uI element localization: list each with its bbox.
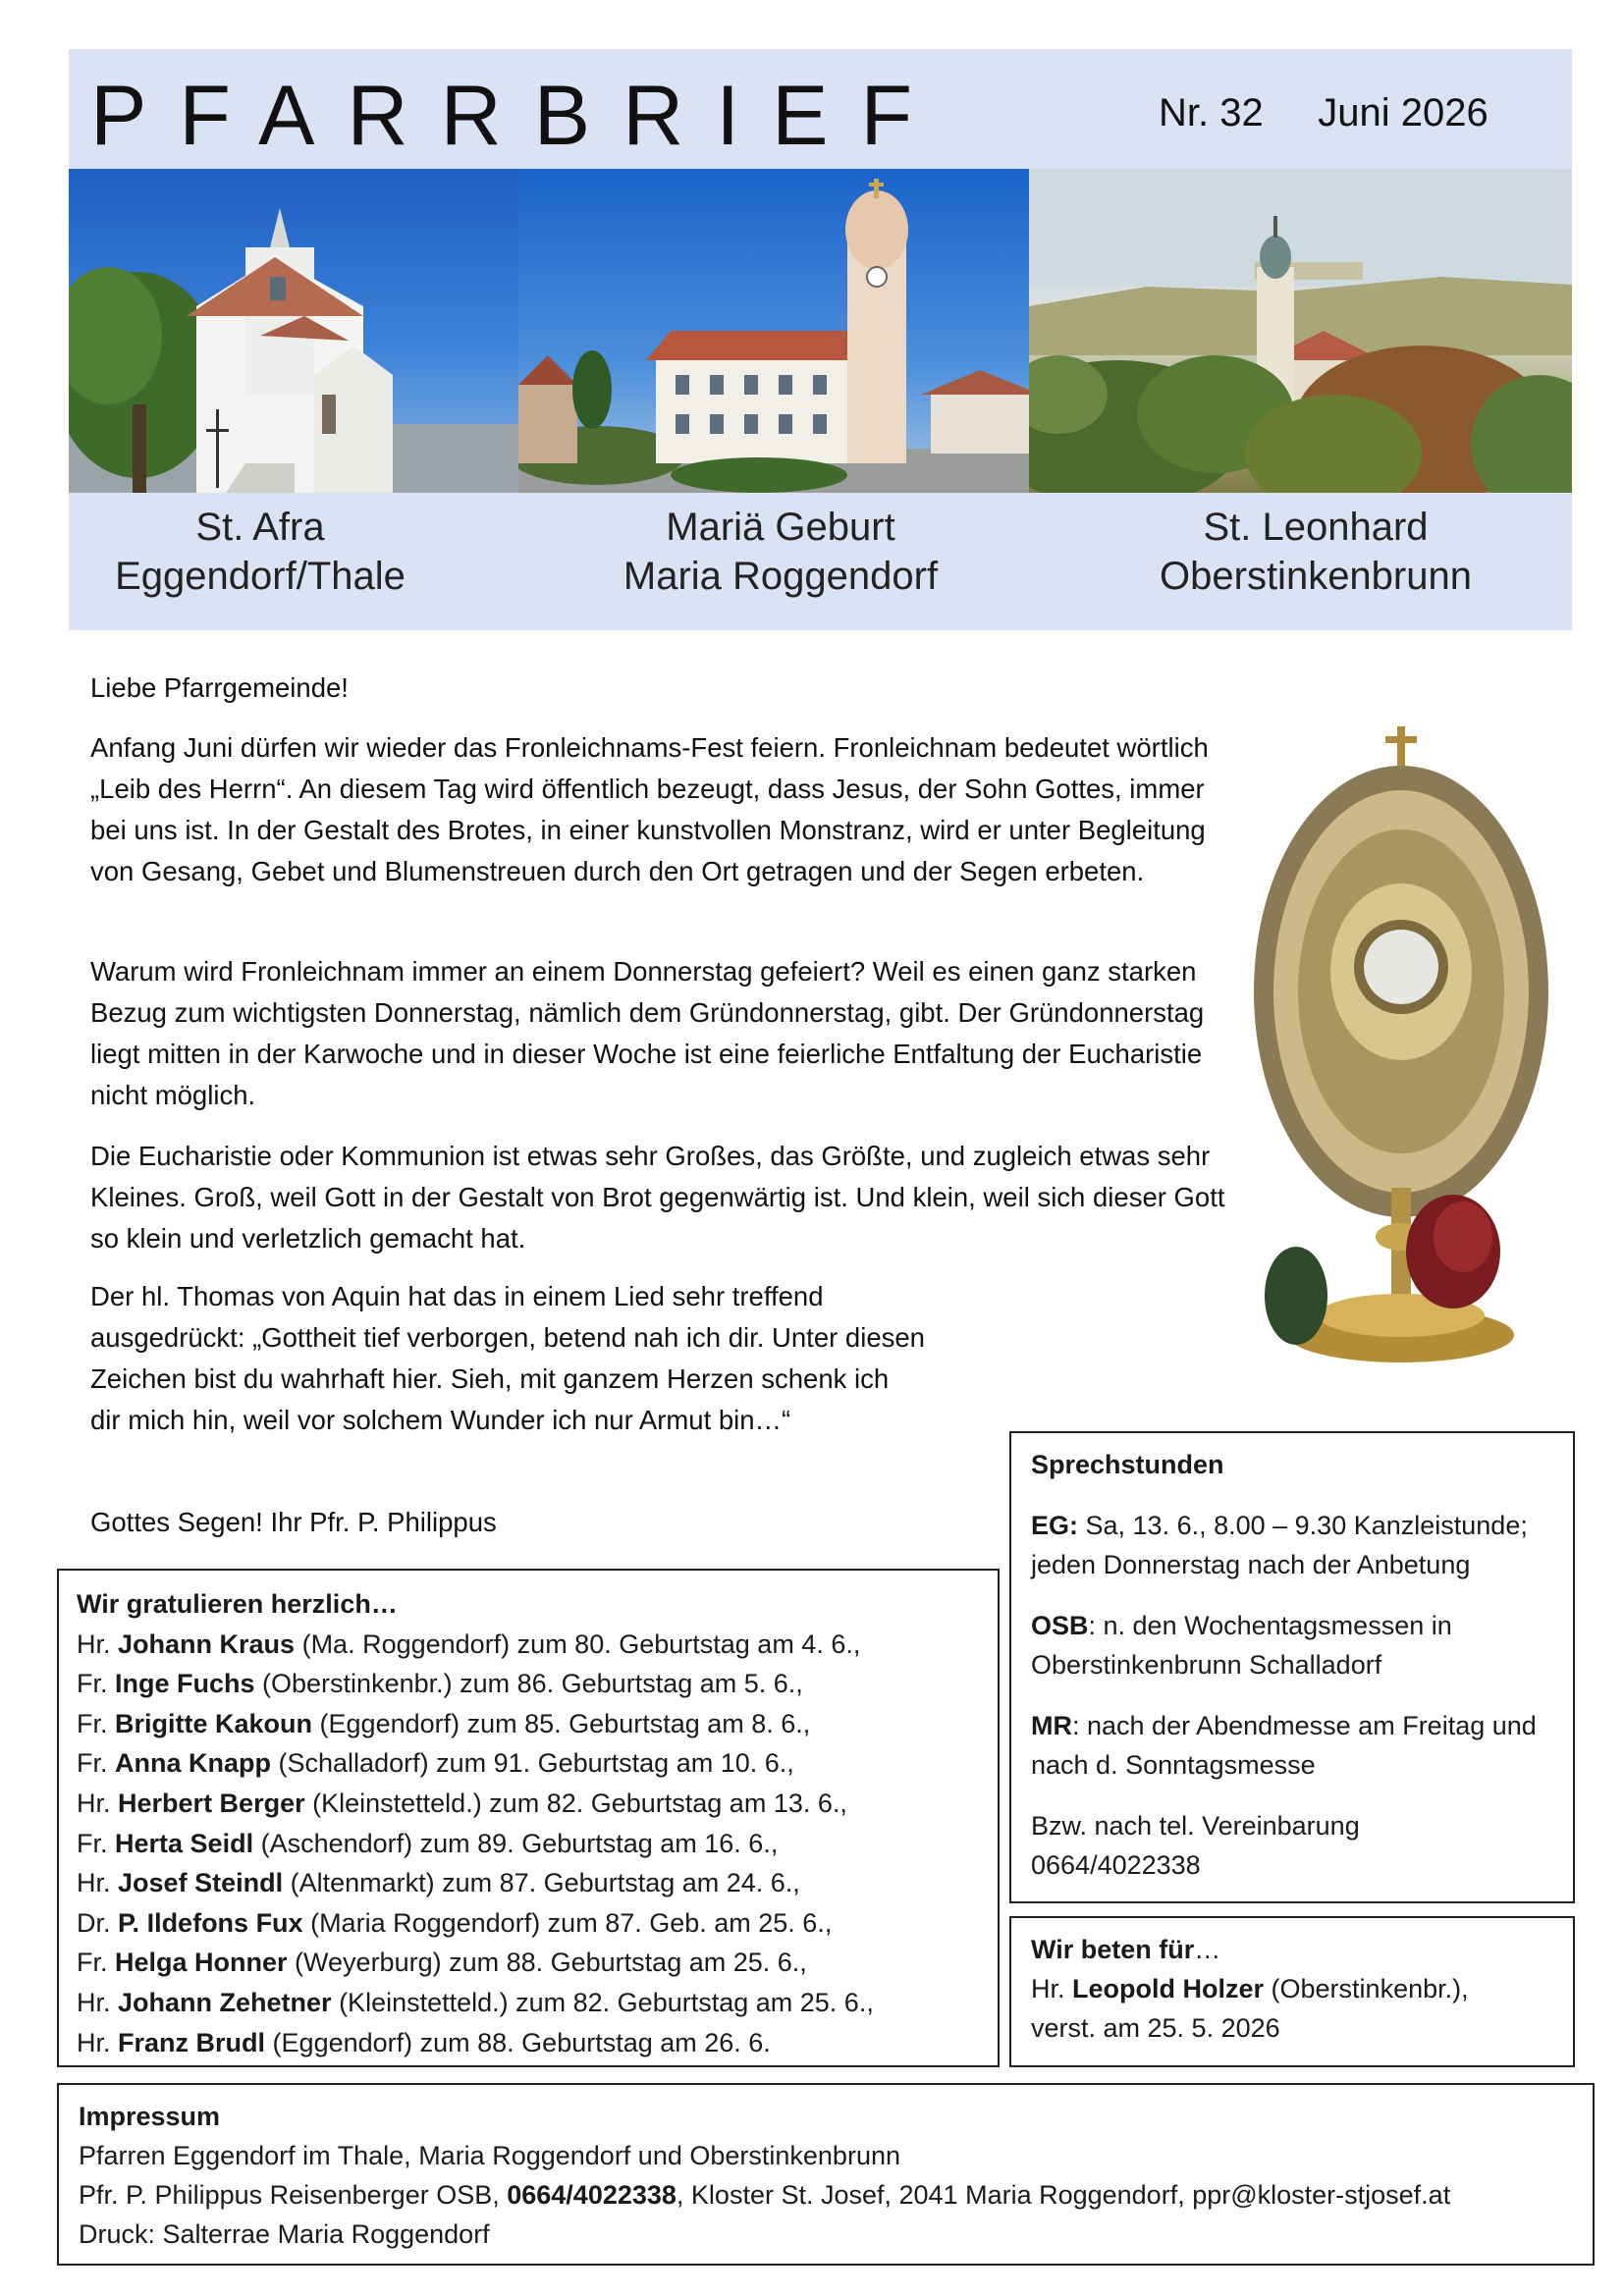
issue-number-date: Nr. 32 Juni 2026 [1159,91,1489,134]
person-title: Fr. [77,1828,108,1858]
person-name: Josef Steindl [118,1868,284,1898]
office-label: OSB [1031,1611,1089,1640]
office-hours-heading: Sprechstunden [1031,1450,1224,1479]
prayer-person: Hr. Leopold Holzer (Oberstinkenbr.), [1031,1974,1469,2003]
list-item [77,1784,980,1824]
letter-greeting: Liebe Pfarrgemeinde! [90,672,349,703]
list-item [77,1863,980,1903]
person-name: Herta Seidl [115,1828,254,1858]
impressum-heading: Impressum [79,2102,221,2131]
person-name: Franz Brudl [118,2027,266,2057]
person-title: Fr. [77,1948,108,1978]
church-photo-st-leonhard [1029,169,1572,493]
newsletter-title: PFARRBRIEF [90,69,945,163]
list-item [77,1943,980,1983]
person-title: Hr. [77,1868,111,1898]
office-text: : nach der Abendmesse am Freitag und nach d. Sonntagsmesse [1031,1711,1537,1780]
office-hours-box [1009,1431,1575,1903]
person-name: P. Ildefons Fux [118,1907,303,1938]
church-photo-st-afra [69,169,518,493]
office-hours-phone-note: Bzw. nach tel. Vereinbarung [1031,1811,1360,1841]
list-item [77,1743,980,1784]
church-caption-st-afra [69,503,452,601]
letter-closing: Gottes Segen! Ihr Pfr. P. Philippus [90,1507,497,1537]
person-title: Fr. [77,1669,108,1699]
birthday-details: (Weyerburg) zum 88. Geburtstag am 25. 6., [287,1948,807,1978]
birthday-details: (Maria Roggendorf) zum 87. Geb. am 25. 6., [302,1907,833,1938]
list-item [77,1625,980,1665]
church-photo-mariae-geburt [518,169,1029,493]
birthday-details: (Schalladorf) zum 91. Geburtstag am 10. 6., [271,1748,794,1779]
person-title: Dr. [77,1907,111,1938]
impressum-contact: Pfr. P. Philippus Reisenberger OSB, 0664/4022338, Kloster St. Josef, 2041 Maria Roggendorf, ppr@kloster-stjosef.at [79,2180,1451,2210]
prayer-box [1009,1916,1575,2067]
letter-paragraph-2: Warum wird Fronleichnam immer an einem Donnerstag gefeiert? Weil es einen ganz starken Bezug zum wichtigsten Donnerstag, nämlich dem Gründonnerstag, gibt. Der Gründonnerstag liegt mitten in der Karwoche und in dieser Woche ist eine feierliche Entfaltung der Eucharistie nicht möglich. [90,956,1205,1110]
church-caption-mariae-geburt [579,503,982,601]
birthday-details: (Altenmarkt) zum 87. Geburtstag am 24. 6., [283,1868,800,1898]
person-title: Hr. [77,1788,111,1818]
letter-paragraph-3: Die Eucharistie oder Kommunion ist etwas sehr Großes, das Größte, und zugleich etwas sehr Kleines. Groß, weil Gott in der Gestalt von Brot gegenwärtig ist. Und klein, weil sich dieser Gott so klein und verletzlich gemacht hat. [90,1141,1225,1254]
office-hours-eg [1031,1506,1553,1584]
office-label: MR [1031,1711,1072,1740]
person-name: Inge Fuchs [115,1669,255,1699]
person-title: Hr. [77,1987,111,2017]
office-text: : n. den Wochentagsmessen in Oberstinkenbrunn Schalladorf [1031,1611,1452,1680]
impressum-printer: Druck: Salterrae Maria Roggendorf [79,2219,490,2249]
office-hours-mr [1031,1706,1553,1785]
monstrance-image [1242,726,1566,1374]
person-name: Johann Zehetner [118,1987,332,2017]
birthday-details: (Eggendorf) zum 85. Geburtstag am 8. 6., [312,1708,811,1738]
office-text: Sa, 13. 6., 8.00 – 9.30 Kanzleistunde; jeden Donnerstag nach der Anbetung [1031,1511,1528,1579]
birthday-details: (Kleinstetteld.) zum 82. Geburtstag am 13. 6., [304,1788,847,1818]
impressum-box [57,2083,1595,2266]
birthday-details: (Oberstinkenbr.) zum 86. Geburtstag am 5. 6., [254,1669,803,1699]
church-name: St. Afra [195,506,325,549]
person-name: Anna Knapp [115,1748,272,1779]
church-name: Mariä Geburt [666,506,895,549]
birthday-details: (Eggendorf) zum 88. Geburtstag am 26. 6. [265,2027,771,2057]
letter-paragraph-1: Anfang Juni dürfen wir wieder das Fronleichnams-Fest feiern. Fronleichnam bedeutet wörtlich „Leib des Herrn“. An diesem Tag wird öffentlich bezeugt, dass Jesus, der Sohn Gottes, immer bei uns ist. In der Gestalt des Brotes, in einer kunstvollen Monstranz, wird er unter Begleitung von Gesang, Gebet und Blumenstreuen durch den Ort getragen und der Segen erbeten. [90,732,1209,886]
birthday-heading: Wir gratulieren herzlich… [77,1589,398,1619]
church-place: Maria Roggendorf [623,555,939,598]
office-hours-phone: 0664/4022338 [1031,1850,1201,1880]
impressum-parishes: Pfarren Eggendorf im Thale, Maria Roggendorf und Oberstinkenbrunn [79,2141,900,2170]
birthday-details: (Ma. Roggendorf) zum 80. Geburtstag am 4. 6., [295,1629,861,1659]
list-item [77,1824,980,1864]
list-item [77,1704,980,1744]
person-name: Helga Honner [115,1948,288,1978]
office-label: EG: [1031,1511,1079,1540]
office-hours-osb [1031,1606,1553,1684]
church-name: St. Leonhard [1203,506,1429,549]
person-name: Johann Kraus [118,1629,296,1659]
birthday-box [57,1569,1000,2067]
prayer-heading: Wir beten für… [1031,1935,1221,1964]
church-place: Oberstinkenbrunn [1160,555,1472,598]
church-caption-st-leonhard [1119,503,1512,601]
church-place: Eggendorf/Thale [115,555,406,598]
impressum-phone: 0664/4022338 [507,2180,677,2210]
list-item [77,1664,980,1704]
person-title: Hr. [77,2027,111,2057]
person-title: Fr. [77,1748,108,1779]
birthday-details: (Kleinstetteld.) zum 82. Geburtstag am 25. 6., [331,1987,874,2017]
person-name: Brigitte Kakoun [115,1708,313,1738]
birthday-details: (Aschendorf) zum 89. Geburtstag am 16. 6., [253,1828,779,1858]
letter-paragraph-4: Der hl. Thomas von Aquin hat das in einem Lied sehr treffend ausgedrückt: „Gottheit tief verborgen, betend nah ich dir. Unter diesen Zeichen bist du wahrhaft hier. Sieh, mit ganzem Herzen schenk ich dir mich hin, weil vor solchem Wunder ich nur Armut bin…“ [90,1281,925,1435]
list-item [77,2023,980,2063]
person-name: Leopold Holzer [1072,1974,1265,2003]
person-title: Fr. [77,1708,108,1738]
person-title: Hr. [77,1629,111,1659]
list-item [77,1903,980,1944]
list-item [77,1983,980,2023]
person-name: Herbert Berger [118,1788,305,1818]
prayer-date: verst. am 25. 5. 2026 [1031,2013,1280,2043]
